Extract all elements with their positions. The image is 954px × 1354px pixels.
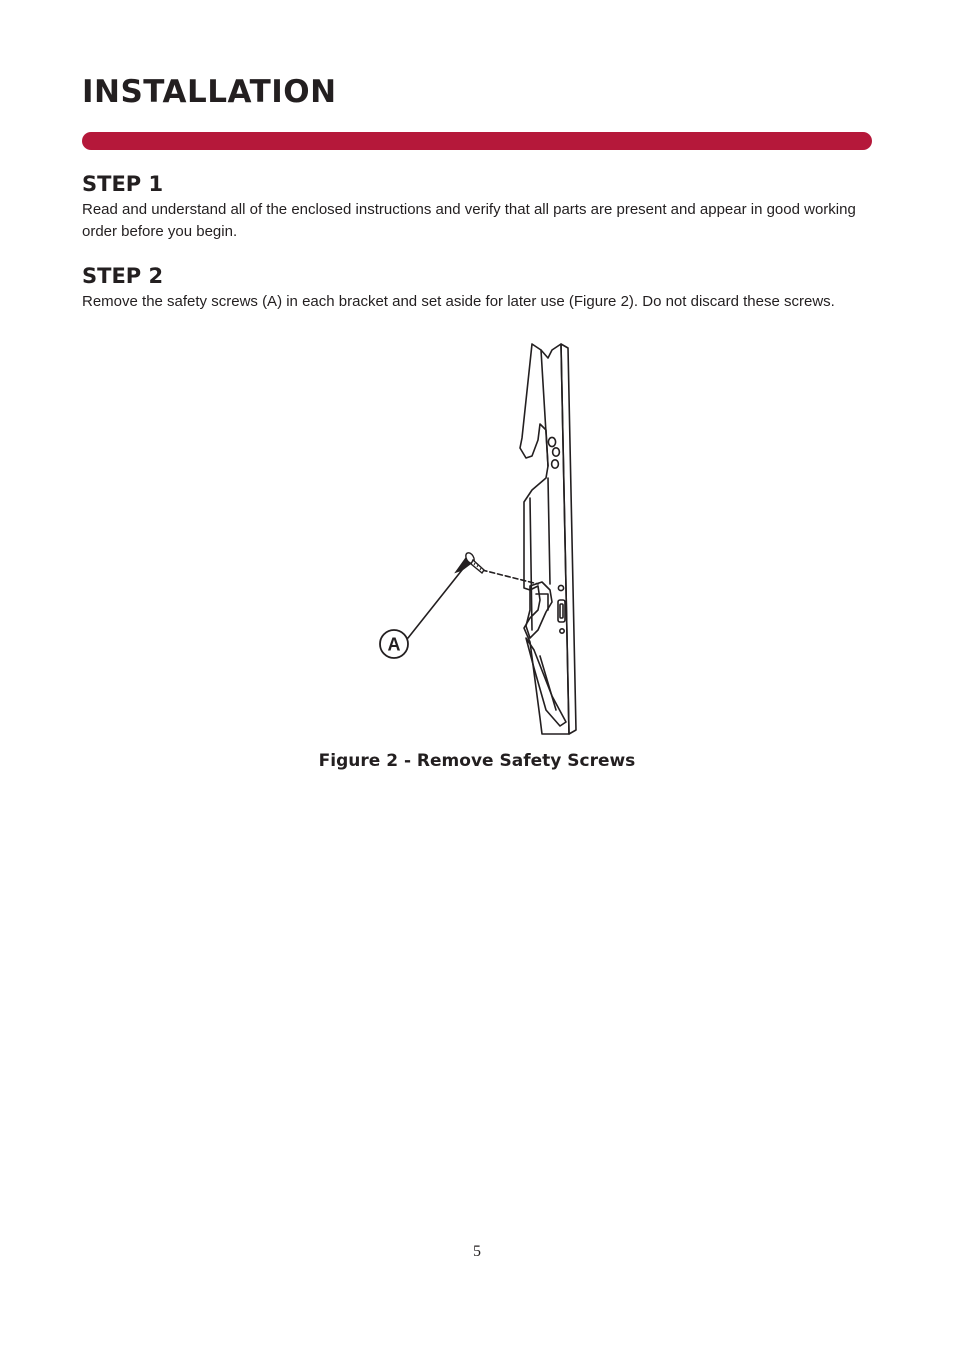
step-1-text: Read and understand all of the enclosed instructions and verify that all parts are present and appear in good working order before you begin. (82, 201, 856, 240)
figure-caption: Figure 2 - Remove Safety Screws (318, 751, 636, 771)
small-hole (558, 585, 563, 590)
slot-hole (548, 437, 555, 446)
callout-leader-line (408, 570, 462, 638)
slot-hole (553, 448, 560, 456)
slot-hole (552, 460, 559, 468)
screw-leader-line (482, 570, 538, 584)
page-title: INSTALLATION (82, 74, 337, 110)
title-divider-bar (82, 132, 872, 150)
callout-label-a: A (387, 634, 401, 655)
step-2-text: Remove the safety screws (A) in each bracket and set aside for later use (Figure 2). Do not discard these screws. (82, 293, 835, 310)
safety-screw (456, 551, 484, 573)
step-2-heading: STEP 2 (82, 264, 164, 288)
bracket-figure (370, 338, 590, 744)
small-hole (560, 629, 564, 633)
step-1-heading: STEP 1 (82, 172, 164, 196)
page-number: 5 (473, 1243, 481, 1260)
